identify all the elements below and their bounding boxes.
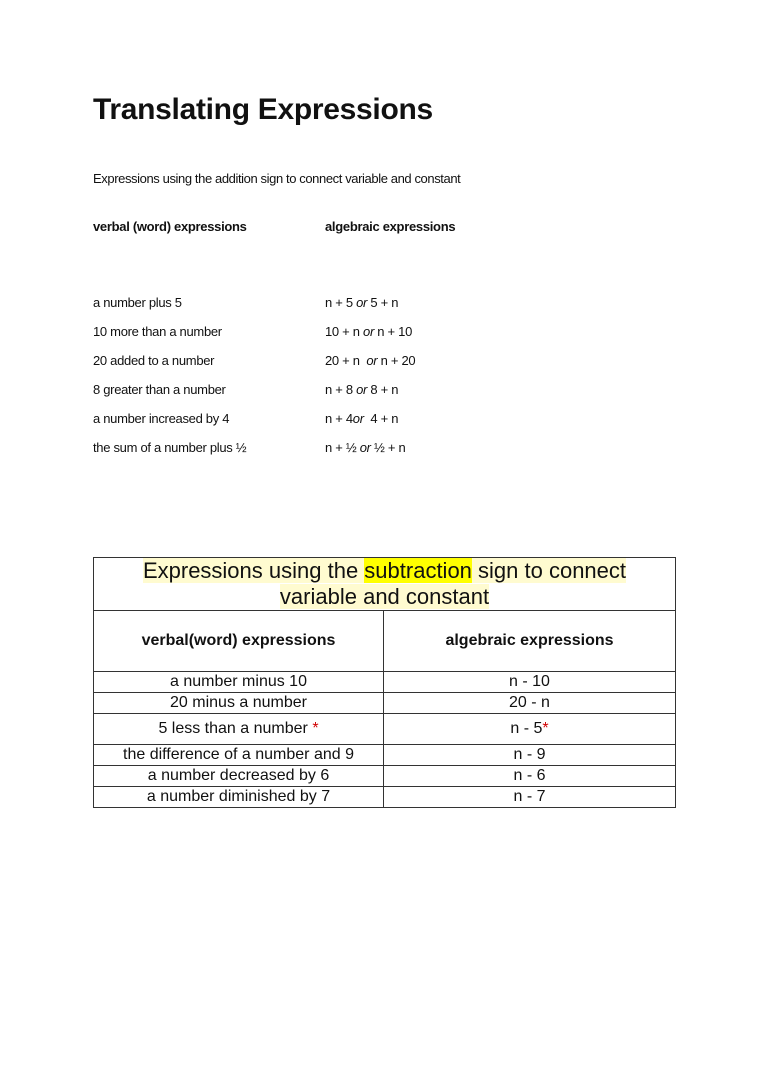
- subtraction-col-verbal: verbal(word) expressions: [94, 611, 384, 672]
- verbal-expression: a number minus 10: [94, 672, 384, 693]
- algebraic-expression: n + 4or 4 + n: [325, 411, 399, 426]
- table-row: [94, 745, 676, 766]
- addition-row: [0, 324, 768, 342]
- addition-row: [0, 440, 768, 458]
- algebraic-expression: 10 + n or n + 10: [325, 324, 413, 339]
- verbal-expression: a number decreased by 6: [94, 766, 384, 787]
- asterisk-mark: *: [312, 720, 319, 737]
- algebraic-expression: n - 5*: [384, 714, 676, 745]
- algebraic-expression: 20 + n or n + 20: [325, 353, 416, 368]
- addition-row: [0, 411, 768, 429]
- verbal-expression: a number plus 5: [93, 295, 182, 310]
- subtraction-table: [93, 557, 676, 808]
- verbal-expression: 8 greater than a number: [93, 382, 226, 397]
- table-row: [94, 714, 676, 745]
- algebraic-expression: n - 6: [384, 766, 676, 787]
- addition-row: [0, 295, 768, 313]
- algebraic-expression: n + 5 or 5 + n: [325, 295, 399, 310]
- verbal-expression: 20 added to a number: [93, 353, 215, 368]
- table-row: [94, 766, 676, 787]
- algebraic-expression: n - 10: [384, 672, 676, 693]
- subtraction-column-headers: [94, 611, 676, 672]
- highlighted-word: subtraction: [364, 558, 472, 583]
- verbal-expression: 10 more than a number: [93, 324, 222, 339]
- table-row: [94, 693, 676, 714]
- asterisk-mark: *: [542, 720, 549, 737]
- verbal-expression: the sum of a number plus ½: [93, 440, 247, 455]
- verbal-expression: a number increased by 4: [93, 411, 230, 426]
- addition-subtitle: Expressions using the addition sign to connect variable and constant: [93, 171, 461, 186]
- algebraic-expression: 20 - n: [384, 693, 676, 714]
- algebraic-expression: n - 9: [384, 745, 676, 766]
- addition-row: [0, 382, 768, 400]
- algebraic-expression: n + 8 or 8 + n: [325, 382, 399, 397]
- verbal-expression: the difference of a number and 9: [94, 745, 384, 766]
- addition-col-verbal: verbal (word) expressions: [93, 219, 247, 234]
- page-title: Translating Expressions: [93, 93, 433, 126]
- algebraic-expression: n - 7: [384, 787, 676, 808]
- addition-col-algebraic: algebraic expressions: [325, 219, 456, 234]
- table-row: [94, 672, 676, 693]
- verbal-expression: 20 minus a number: [94, 693, 384, 714]
- algebraic-expression: n + ½ or ½ + n: [325, 440, 406, 455]
- subtraction-heading: Expressions using the subtraction sign to connect variable and constant: [94, 558, 676, 611]
- addition-row: [0, 353, 768, 371]
- verbal-expression: a number diminished by 7: [94, 787, 384, 808]
- verbal-expression: 5 less than a number *: [94, 714, 384, 745]
- subtraction-col-algebraic: algebraic expressions: [384, 611, 676, 672]
- subtraction-heading-row: [94, 558, 676, 611]
- table-row: [94, 787, 676, 808]
